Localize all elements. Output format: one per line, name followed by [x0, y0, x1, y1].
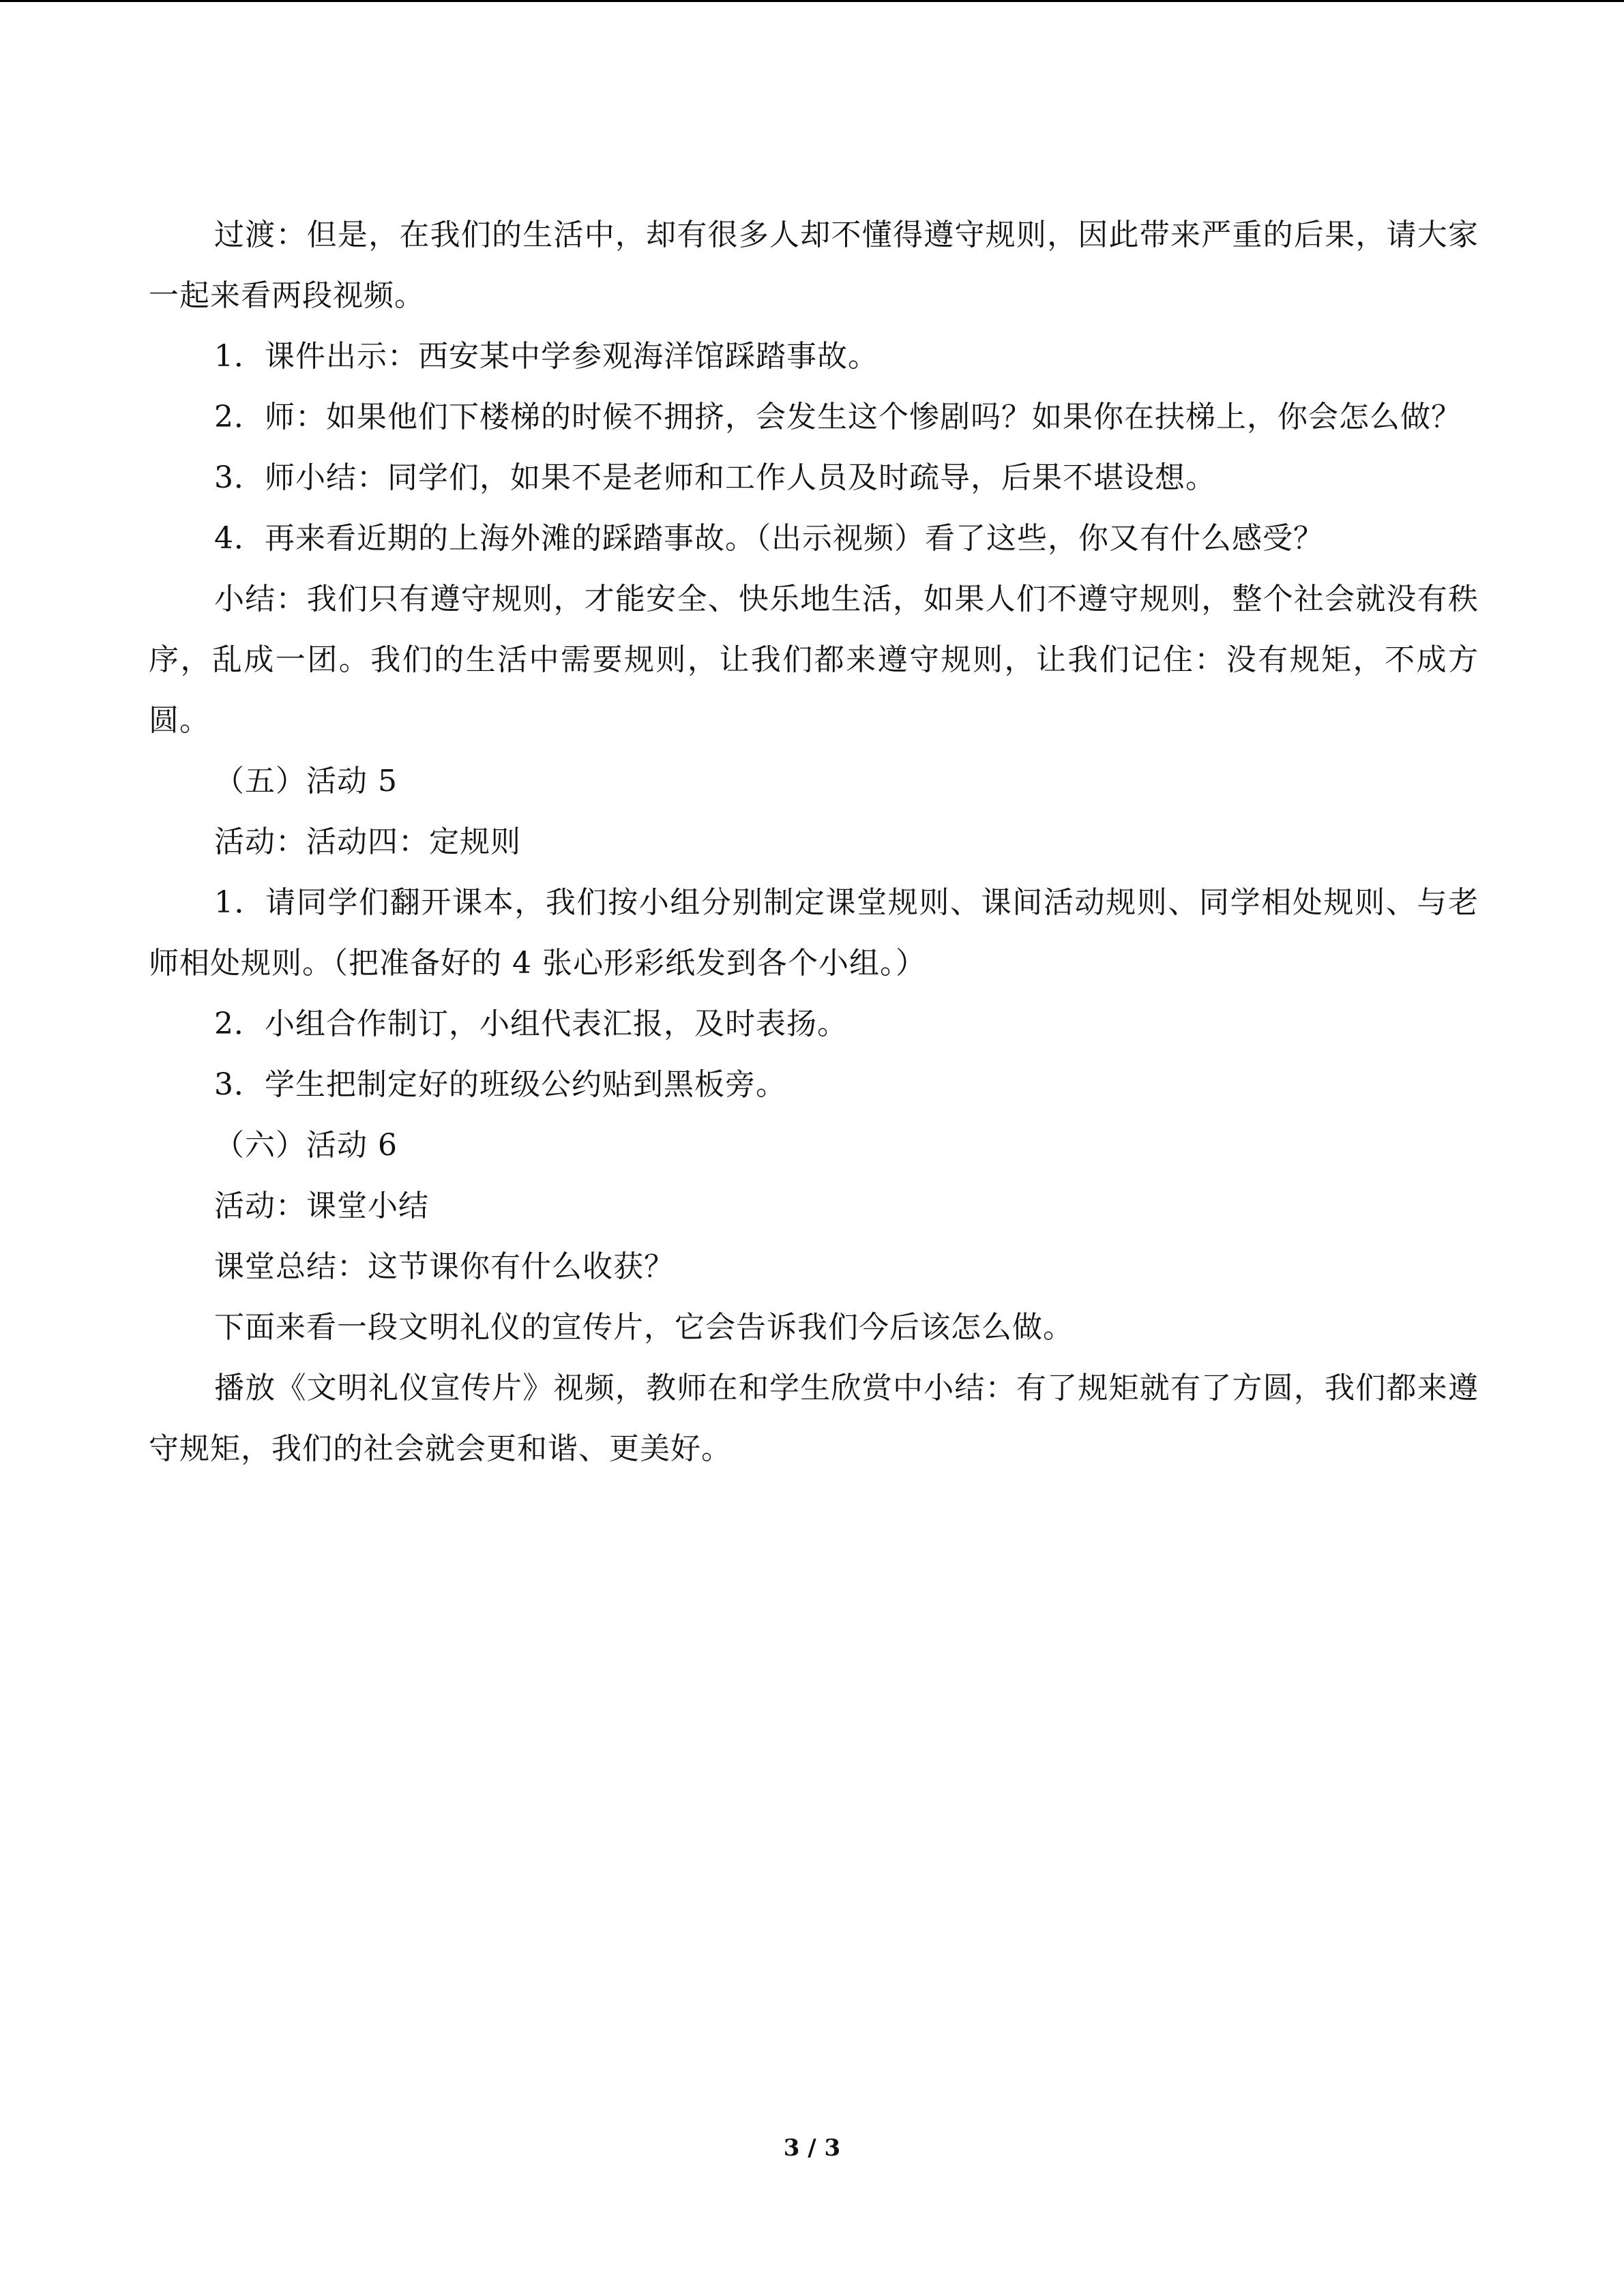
paragraph-activity-title: 活动：活动四：定规则 [214, 824, 521, 859]
paragraph-class-summary-title: 活动：课堂小结 [214, 1189, 429, 1223]
document-body [149, 205, 1479, 1479]
paragraph-transition: 过渡：但是，在我们的生活中，却有很多人却不懂得遵守规则，因此带来严重的后果，请大家一起来看两段视频。 [149, 218, 1479, 313]
paragraph-closing: 播放《文明礼仪宣传片》视频，教师在和学生欣赏中小结：有了规矩就有了方圆，我们都来遵守规矩，我们的社会就会更和谐、更美好。 [149, 1371, 1479, 1466]
section-heading-activity-5: （五）活动 5 [214, 764, 398, 799]
paragraph-class-summary: 课堂总结：这节课你有什么收获？ [214, 1249, 675, 1284]
paragraph-summary: 小结：我们只有遵守规则，才能安全、快乐地生活，如果人们不遵守规则，整个社会就没有秩序，乱成一团。我们的生活中需要规则，让我们都来遵守规则，让我们记住：没有规矩，不成方圆。 [149, 582, 1479, 738]
page-number: 3 / 3 [783, 2134, 841, 2162]
paragraph-rule-item-3: 3．学生把制定好的班级公约贴到黑板旁。 [214, 1067, 786, 1102]
section-heading-activity-6: （六）活动 6 [214, 1128, 398, 1163]
paragraph-item-4: 4．再来看近期的上海外滩的踩踏事故。（出示视频）看了这些，你又有什么感受？ [214, 521, 1324, 556]
paragraph-rule-item-2: 2．小组合作制订，小组代表汇报，及时表扬。 [214, 1007, 848, 1041]
paragraph-item-1: 1．课件出示：西安某中学参观海洋馆踩踏事故。 [214, 339, 879, 374]
top-border-line [0, 0, 1624, 2]
paragraph-rule-item-1: 1．请同学们翻开课本，我们按小组分别制定课堂规则、课间活动规则、同学相处规则、与老师相处规则。（把准备好的 4 张心形彩纸发到各个小组。） [149, 885, 1479, 981]
paragraph-video-intro: 下面来看一段文明礼仪的宣传片，它会告诉我们今后该怎么做。 [214, 1310, 1074, 1345]
paragraph-item-3: 3．师小结：同学们，如果不是老师和工作人员及时疏导，后果不堪设想。 [214, 460, 1216, 495]
paragraph-item-2: 2．师：如果他们下楼梯的时候不拥挤，会发生这个惨剧吗？如果你在扶梯上，你会怎么做？ [214, 400, 1462, 434]
